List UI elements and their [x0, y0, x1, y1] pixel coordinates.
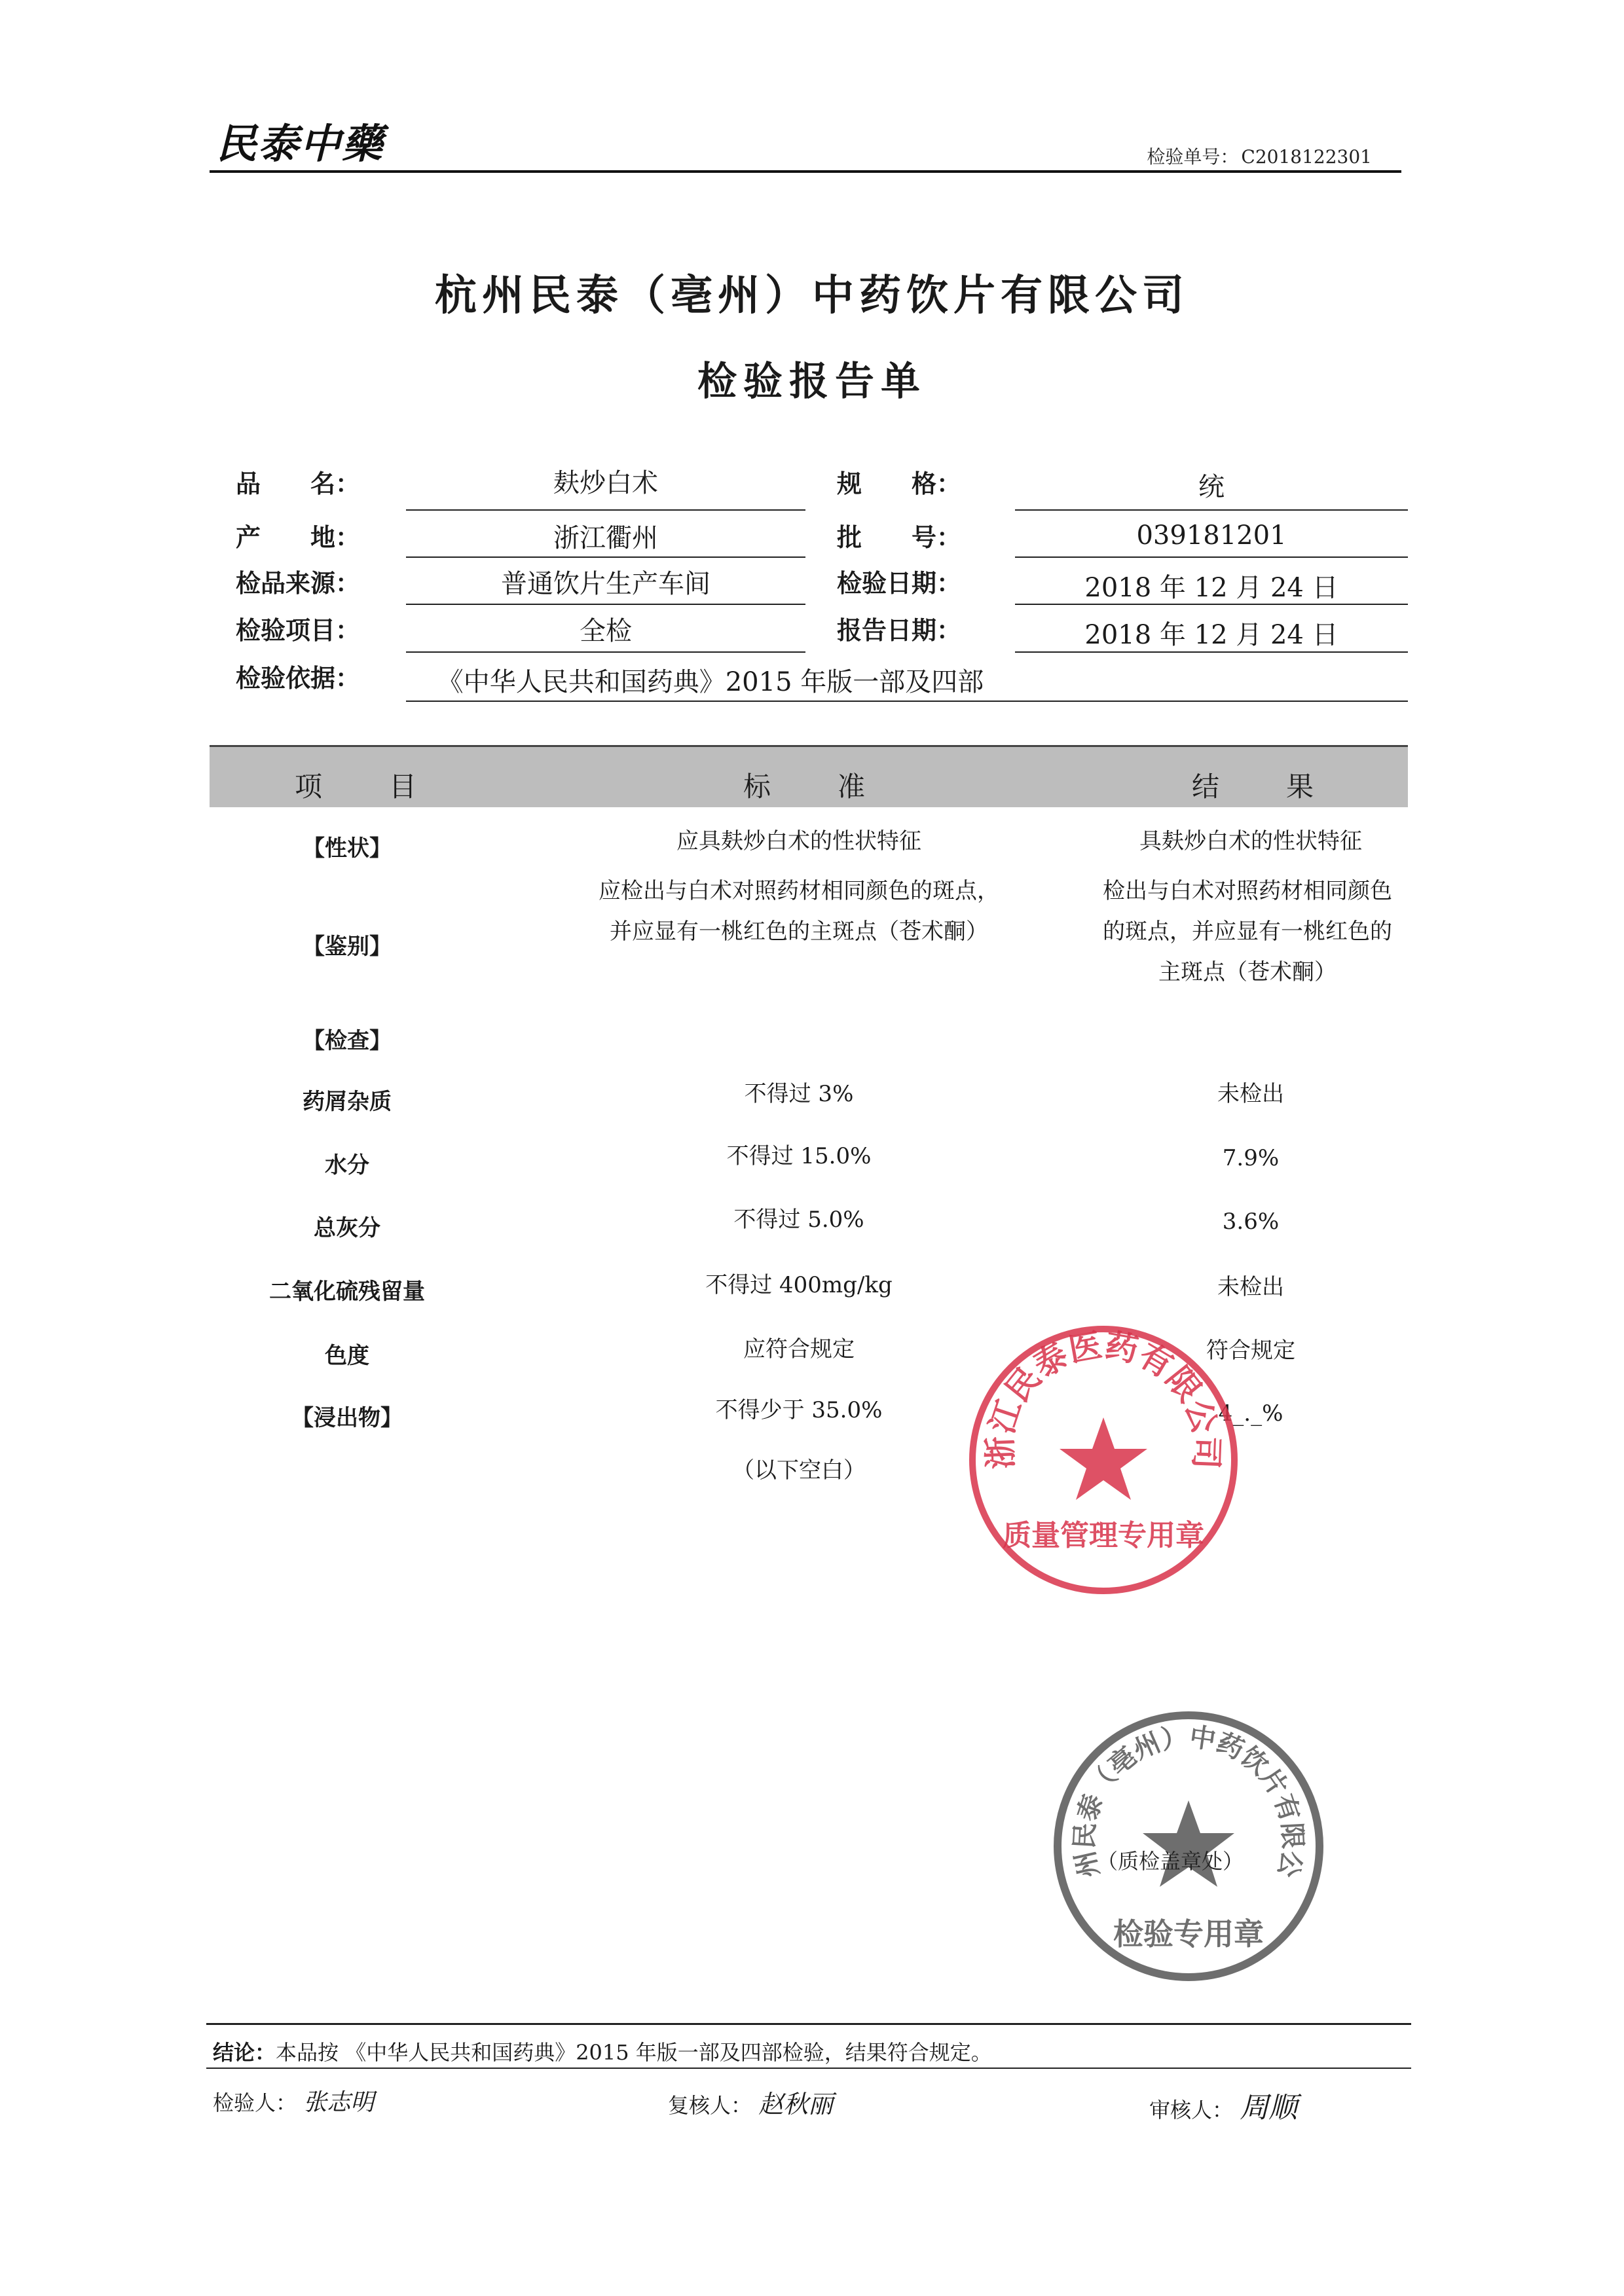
inspect-date-value: 2018 年 12 月 24 日 — [1084, 573, 1338, 603]
seal-top-text: 州民泰（亳州）中药饮片有限公 — [1069, 1722, 1308, 1880]
row-label: 色度 — [325, 1343, 369, 1369]
info-underline — [406, 556, 805, 558]
row-standard: 应具麸炒白术的性状特征 — [676, 828, 921, 854]
info-underline — [1015, 604, 1408, 605]
report-date-value: 2018 年 12 月 24 日 — [1084, 620, 1338, 650]
reviewer — [668, 2084, 833, 2120]
report-date-label: 报告日期： — [837, 616, 962, 645]
row-result: 具麸炒白术的性状特征 — [1139, 828, 1362, 854]
info-underline — [1015, 556, 1408, 558]
row-label: 水分 — [325, 1152, 369, 1178]
header-divider — [210, 170, 1401, 173]
quality-seal-stamp — [963, 1319, 1244, 1601]
row-label: 【鉴别】 — [303, 934, 392, 960]
row-result: 3.6% — [1222, 1209, 1280, 1235]
reviewer-label: 复核人： — [668, 2093, 752, 2118]
product-name-label: 品 名： — [236, 469, 361, 498]
row-standard: 不得少于 35.0% — [715, 1397, 883, 1423]
inspector-label: 检验人： — [213, 2090, 297, 2115]
info-underline — [406, 604, 805, 605]
row-label: 二氧化硫残留量 — [269, 1279, 425, 1305]
source-value: 普通饮片生产车间 — [501, 569, 710, 599]
seal-bottom-text: 质量管理专用章 — [1003, 1519, 1204, 1552]
spec-label: 规 格： — [837, 469, 962, 498]
row-standard: 应符合规定 — [743, 1336, 855, 1362]
product-name-value: 麸炒白术 — [553, 468, 658, 498]
company-title: 杭州民泰（亳州）中药饮片有限公司 — [435, 272, 1189, 320]
report-number-value: C2018122301 — [1241, 146, 1372, 168]
row-result: 未检出 — [1217, 1081, 1284, 1107]
row-result: 符合规定 — [1206, 1338, 1295, 1364]
conclusion — [213, 2036, 992, 2066]
row-label: 总灰分 — [314, 1215, 380, 1241]
footer-divider — [206, 2023, 1411, 2025]
batch-value: 039181201 — [1136, 520, 1287, 551]
info-underline — [1015, 509, 1408, 511]
conclusion-label: 结论： — [213, 2040, 276, 2065]
info-underline — [406, 651, 805, 653]
report-number — [1144, 143, 1372, 169]
approver-signature: 周顺 — [1240, 2091, 1298, 2124]
row-standard: 不得过 3% — [744, 1081, 854, 1107]
row-result: 7.9% — [1222, 1145, 1280, 1171]
row-standard: 不得过 15.0% — [726, 1143, 872, 1169]
item-value: 全检 — [580, 616, 632, 646]
row-result: 检出与白术对照药材相同颜色的斑点，并应显有一桃红色的主斑点（苍术酮） — [1103, 878, 1392, 985]
document-title: 检验报告单 — [697, 359, 927, 405]
row-standard: 不得过 5.0% — [733, 1207, 864, 1233]
row-label: 【检查】 — [303, 1028, 392, 1054]
basis-value: 《中华人民共和国药典》2015 年版一部及四部 — [437, 667, 984, 697]
inspect-date-label: 检验日期： — [837, 569, 962, 598]
col-header-result: 结 果 — [1192, 771, 1318, 803]
seal-bottom-text: 检验专用章 — [1113, 1916, 1264, 1952]
col-header-standard: 标 准 — [743, 771, 870, 803]
origin-value: 浙江衢州 — [553, 523, 658, 553]
approver — [1149, 2084, 1297, 2126]
results-table-header — [210, 745, 1408, 807]
approver-label: 审核人： — [1149, 2098, 1234, 2123]
info-underline — [406, 509, 805, 511]
row-label: 【浸出物】 — [291, 1405, 403, 1431]
batch-label: 批 号： — [837, 523, 962, 552]
footer-divider — [206, 2068, 1411, 2069]
col-header-item: 项 目 — [295, 771, 421, 803]
inspector-signature: 张志明 — [303, 2089, 375, 2116]
row-label: 【性状】 — [303, 835, 392, 862]
row-label: 药屑杂质 — [303, 1089, 392, 1115]
report-number-label: 检验单号： — [1147, 146, 1239, 168]
reviewer-signature: 赵秋丽 — [758, 2090, 834, 2119]
row-standard: 不得过 400mg/kg — [705, 1272, 893, 1298]
basis-label: 检验依据： — [236, 664, 361, 693]
seal-top-text: 浙江民泰医药有限公司 — [981, 1326, 1226, 1470]
row-result: 4_._% — [1218, 1400, 1283, 1427]
info-underline — [406, 701, 1408, 702]
logo-text: 民泰中藥 — [216, 120, 384, 168]
info-underline — [1015, 651, 1408, 653]
company-logo — [216, 111, 384, 170]
spec-value: 统 — [1198, 472, 1225, 502]
inspector — [213, 2084, 374, 2117]
item-label: 检验项目： — [236, 616, 361, 645]
source-label: 检品来源： — [236, 569, 361, 598]
blank-note: （以下空白） — [732, 1457, 866, 1484]
row-result: 未检出 — [1217, 1274, 1284, 1300]
origin-label: 产 地： — [236, 523, 361, 552]
row-standard: 应检出与白术对照药材相同颜色的斑点，并应显有一桃红色的主斑点（苍术酮） — [599, 878, 999, 945]
stamp-location-note: （质检盖章处） — [1097, 1849, 1244, 1874]
conclusion-text: 本品按 《中华人民共和国药典》2015 年版一部及四部检验，结果符合规定。 — [276, 2040, 992, 2065]
seal-graphic — [963, 1319, 1244, 1601]
